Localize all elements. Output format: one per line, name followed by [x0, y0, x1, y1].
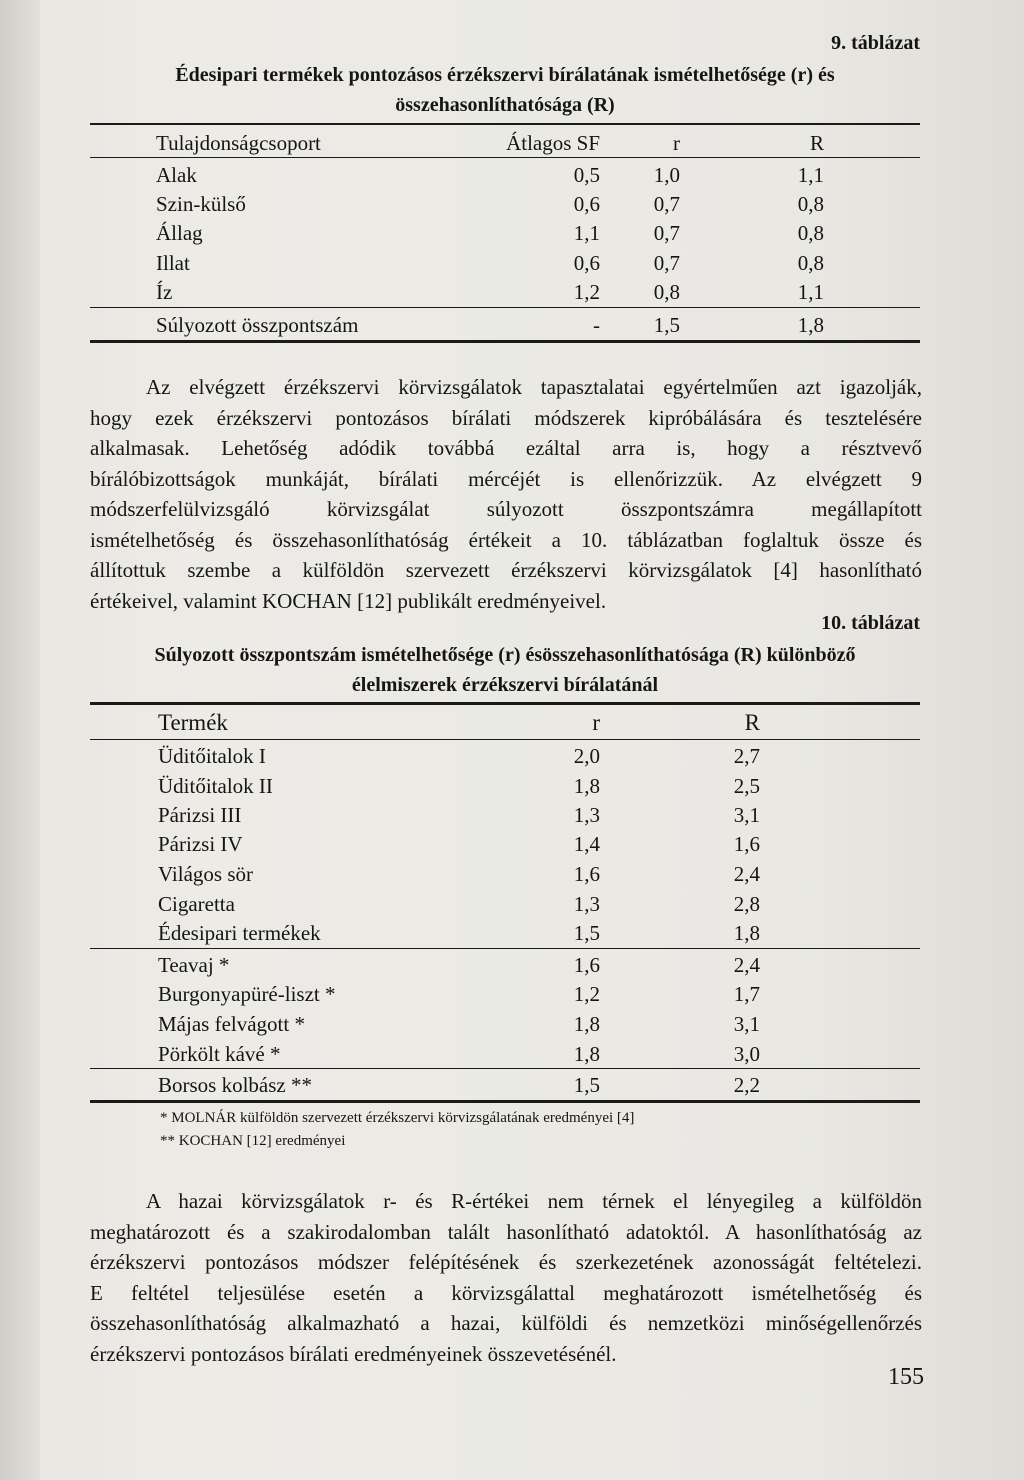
- paragraph-line: összehasonlíthatóság alkalmazható a hazai, külföldi és nemzetközi minőségellenőrzés: [90, 1311, 922, 1335]
- table-10-header-row: [90, 708, 920, 738]
- table-cell-R: 2,8: [733, 892, 760, 916]
- table-9-caption-line-1: Édesipari termékek pontozásos érzékszervi bírálatának ismételhetősége (r) és: [175, 64, 835, 86]
- table-cell-R: 1,1: [797, 280, 824, 304]
- body-paragraph-2: [90, 1186, 922, 1369]
- paragraph-line: A hazai körvizsgálatok r- és R-értékei nem térnek el lényegileg a külföldön: [146, 1189, 922, 1213]
- table-cell-property: Illat: [156, 251, 190, 275]
- table-cell-r: 1,5: [573, 1073, 600, 1097]
- table-cell-r: 1,6: [573, 862, 600, 886]
- table-cell-R: 1,8: [733, 921, 760, 945]
- table-cell-avg-sf: 0,6: [573, 251, 600, 275]
- table-cell-R: 2,4: [733, 953, 760, 977]
- table-cell-r: 1,0: [653, 163, 680, 187]
- table-10-number: 10. táblázat: [821, 612, 920, 634]
- table-cell-r: 1,8: [573, 774, 600, 798]
- table-cell-R: 3,1: [733, 1012, 760, 1036]
- table-row: [90, 189, 920, 219]
- table-cell-r: 1,2: [573, 982, 600, 1006]
- table-row: [90, 889, 920, 919]
- table-10-group-rule: [90, 1068, 920, 1069]
- table-cell-product: Teavaj *: [158, 953, 230, 977]
- table-cell-avg-sf: 0,5: [573, 163, 600, 187]
- table-cell-R: 0,8: [797, 221, 824, 245]
- table-cell-r: 0,8: [653, 280, 680, 304]
- table-row: [90, 918, 920, 948]
- table-9-bottom-rule: [90, 340, 920, 343]
- table-9-top-rule: [90, 123, 920, 125]
- table-row: [90, 859, 920, 889]
- table-row: [90, 277, 920, 307]
- table-cell-R: 2,2: [733, 1073, 760, 1097]
- table-9-header-row: [90, 128, 920, 158]
- table-10-top-rule: [90, 702, 920, 705]
- table-cell-property: Súlyozott összpontszám: [156, 313, 359, 337]
- table-cell-r: 1,5: [573, 921, 600, 945]
- paragraph-line: hogy ezek érzékszervi pontozásos bírálati módszerek kipróbálására és tesztelésére: [90, 405, 922, 430]
- table-cell-R: 0,8: [797, 251, 824, 275]
- table-row: [90, 950, 920, 980]
- table-9-number: 9. táblázat: [831, 32, 920, 54]
- table-9-header-property: Tulajdonságcsoport: [156, 131, 321, 155]
- paragraph-line: módszerfelülvizsgáló körvizsgálat súlyozott összpontszámra megállapított: [90, 497, 922, 521]
- table-cell-product: Pörkölt kávé *: [158, 1042, 281, 1066]
- table-10-header-rule: [90, 739, 920, 740]
- paragraph-line: Az elvégzett érzékszervi körvizsgálatok tapasztalatai egyértelműen azt igazolják,: [146, 375, 922, 399]
- table-cell-r: 1,3: [573, 892, 600, 916]
- table-row: [90, 829, 920, 859]
- table-10-header-R: R: [744, 710, 760, 735]
- paragraph-line: bírálóbizottságok munkáját, bírálati mércéjét is ellenőrizzük. Az elvégzett 9: [90, 466, 922, 491]
- table-cell-product: Burgonyapüré-liszt *: [158, 982, 336, 1006]
- table-cell-r: 0,7: [653, 192, 680, 216]
- table-cell-product: Borsos kolbász **: [158, 1073, 312, 1097]
- paragraph-line: értékeivel, valamint KOCHAN [12] publikált eredményeivel.: [90, 588, 607, 613]
- table-cell-property: Íz: [156, 280, 173, 304]
- table-cell-product: Világos sör: [158, 862, 253, 886]
- table-9-total-rule: [90, 307, 920, 308]
- table-row: [90, 218, 920, 248]
- table-9-caption-line-2: összehasonlíthatósága (R): [395, 94, 615, 116]
- table-cell-r: 1,8: [573, 1012, 600, 1036]
- table-cell-R: 2,7: [733, 744, 760, 768]
- table-row: [90, 1039, 920, 1069]
- table-10-footnote-2: ** KOCHAN [12] eredményei: [160, 1133, 346, 1149]
- paragraph-line: alkalmasak. Lehetőség adódik továbbá ezáltal arra is, hogy a résztvevő: [90, 436, 922, 460]
- table-row: [90, 979, 920, 1009]
- table-cell-R: 2,4: [733, 862, 760, 886]
- table-cell-r: 1,6: [573, 953, 600, 977]
- table-cell-product: Párizsi III: [158, 803, 242, 827]
- table-10-caption-line-1: Súlyozott összpontszám ismételhetősége (r) ésösszehasonlíthatósága (R) különböző: [154, 644, 856, 666]
- table-cell-R: 0,8: [797, 192, 824, 216]
- table-cell-R: 3,1: [733, 803, 760, 827]
- table-cell-product: Üditőitalok I: [158, 744, 266, 768]
- table-10-caption-line-2: élelmiszerek érzékszervi bírálatánál: [351, 674, 659, 696]
- table-row: [90, 741, 920, 771]
- table-row: [90, 160, 920, 190]
- table-row: [90, 800, 920, 830]
- table-cell-product: Édesipari termékek: [158, 921, 321, 945]
- paragraph-line: állítottuk szembe a külföldön szervezett érzékszervi körvizsgálatok [4] hasonlítható: [90, 558, 922, 582]
- table-10-footnote-1: * MOLNÁR külföldön szervezett érzékszervi körvizsgálatának eredményei [4]: [160, 1110, 635, 1126]
- table-9-header-R: R: [809, 131, 824, 155]
- table-cell-avg-sf: 1,2: [573, 280, 600, 304]
- table-10-group-rule: [90, 948, 920, 949]
- body-paragraph-1: [90, 372, 922, 616]
- table-cell-R: 1,8: [797, 313, 824, 337]
- paragraph-line: E feltétel teljesülése esetén a körvizsgálattal meghatározott ismételhetőség és: [90, 1280, 922, 1305]
- table-cell-product: Üditőitalok II: [158, 774, 273, 798]
- paragraph-line: meghatározott és a szakirodalomban talált hasonlítható adatoktól. A hasonlíthatóság az: [90, 1219, 922, 1244]
- paragraph-line: ismételhetőség és összehasonlíthatóság értékeit a 10. táblázatban foglaltuk össze és: [90, 527, 922, 552]
- table-cell-r: 2,0: [573, 744, 600, 768]
- table-cell-avg-sf: -: [593, 313, 600, 337]
- table-10-bottom-rule: [90, 1100, 920, 1103]
- table-cell-product: Párizsi IV: [158, 832, 243, 856]
- table-row: [90, 1070, 920, 1100]
- table-cell-product: Májas felvágott *: [158, 1012, 305, 1036]
- table-cell-avg-sf: 1,1: [573, 221, 600, 245]
- table-9-total-row: [90, 310, 920, 340]
- paragraph-line: érzékszervi pontozásos bírálati eredményeinek összevetésénél.: [90, 1341, 617, 1366]
- table-cell-product: Cigaretta: [158, 892, 235, 916]
- table-cell-r: 1,5: [653, 313, 680, 337]
- table-row: [90, 771, 920, 801]
- table-cell-r: 1,4: [573, 832, 600, 856]
- table-cell-r: 0,7: [653, 251, 680, 275]
- table-9-header-r: r: [673, 131, 680, 155]
- table-row: [90, 1009, 920, 1039]
- table-cell-R: 1,6: [733, 832, 760, 856]
- table-cell-property: Alak: [156, 163, 197, 187]
- table-10-header-r: r: [592, 710, 600, 735]
- table-cell-r: 1,8: [573, 1042, 600, 1066]
- page-number: 155: [888, 1364, 924, 1390]
- table-cell-r: 0,7: [653, 221, 680, 245]
- table-cell-r: 1,3: [573, 803, 600, 827]
- table-9-header-rule: [90, 157, 920, 158]
- table-cell-R: 1,1: [797, 163, 824, 187]
- table-cell-property: Szin-külső: [156, 192, 246, 216]
- paragraph-line: érzékszervi pontozásos módszer felépítésének és szerkezetének azonosságát feltételezi.: [90, 1250, 922, 1274]
- table-cell-property: Állag: [156, 221, 203, 245]
- table-row: [90, 248, 920, 278]
- table-9-header-avg-sf: Átlagos SF: [506, 131, 600, 155]
- table-cell-avg-sf: 0,6: [573, 192, 600, 216]
- table-cell-R: 1,7: [733, 982, 760, 1006]
- table-cell-R: 2,5: [733, 774, 760, 798]
- table-cell-R: 3,0: [733, 1042, 760, 1066]
- table-10-header-product: Termék: [158, 710, 228, 735]
